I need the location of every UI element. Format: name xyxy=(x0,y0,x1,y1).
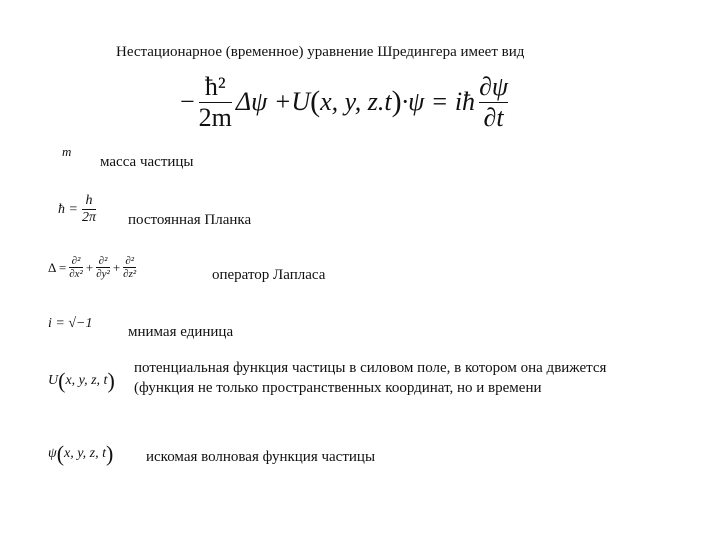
page-heading: Нестационарное (временное) уравнение Шредингера имеет вид xyxy=(116,44,525,60)
dt: ∂t xyxy=(483,102,504,132)
psi-equals: ·ψ = iħ xyxy=(401,87,476,116)
laplacian-psi: Δψ + xyxy=(235,87,292,116)
d2-dy2: $\frac{\text{∂²}}{\text{∂y²}}$ xyxy=(96,255,110,280)
d2-dz2: $\frac{\text{∂²}}{\text{∂z²}}$ xyxy=(123,255,137,280)
def-u-text: потенциальная функция частицы в силовом поле, в котором она движется (функция не только пространственных координат, но и времени xyxy=(134,360,607,396)
hbar-fraction xyxy=(199,72,232,133)
hbar-squared: ħ² xyxy=(204,71,226,101)
def-m-symbol: m xyxy=(62,144,72,159)
psi-args: x, y, z, t xyxy=(64,446,107,461)
time-derivative xyxy=(479,72,508,133)
def-i-text: мнимая единица xyxy=(128,324,234,340)
h-over-2pi xyxy=(82,193,96,226)
h-num: h xyxy=(85,193,93,208)
two-m: 2m xyxy=(198,102,232,132)
d2-dx2: $\frac{\text{∂²}}{\text{∂x²}}$ xyxy=(69,255,83,280)
dpsi: ∂ψ xyxy=(479,71,509,101)
u-args: x, y, z, t xyxy=(65,373,108,388)
def-m-text: масса частицы xyxy=(100,154,194,170)
def-laplace-text: оператор Лапласа xyxy=(212,267,326,283)
u-symbol: U xyxy=(48,373,59,388)
hbar-lhs: ħ = xyxy=(58,201,78,217)
def-hbar-text: постоянная Планка xyxy=(128,212,252,228)
def-psi-text: искомая волновая функция частицы xyxy=(146,449,376,465)
two-pi-den: 2π xyxy=(81,210,96,225)
def-hbar-symbol xyxy=(58,193,96,226)
laplace-lhs: Δ = xyxy=(48,259,67,275)
def-laplace-symbol: Δ = $\frac{\text{∂²}}{\text{∂x²}}$ + $\frac{\text{∂²}}{\text{∂y²}}$ + $\frac{\text{∂²}}{\text{∂z²}}$ xyxy=(48,255,137,280)
potential-u: U xyxy=(291,87,311,116)
def-i-symbol: i = √−1 xyxy=(48,316,93,331)
minus-sign: − xyxy=(180,87,195,116)
def-psi-symbol: ψ ( x, y, z, t ) xyxy=(48,441,114,466)
psi-symbol: ψ xyxy=(48,446,57,461)
schrodinger-equation: − $\frac{\text{ħ²}}{2m}$ Δψ + U ( x, y, z.t ) ·ψ = iħ $\frac{\partial\psi}{\partial t}$ xyxy=(180,71,509,132)
def-u-symbol: U ( x, y, z, t ) xyxy=(48,368,115,393)
potential-args: x, y, z.t xyxy=(320,87,392,116)
